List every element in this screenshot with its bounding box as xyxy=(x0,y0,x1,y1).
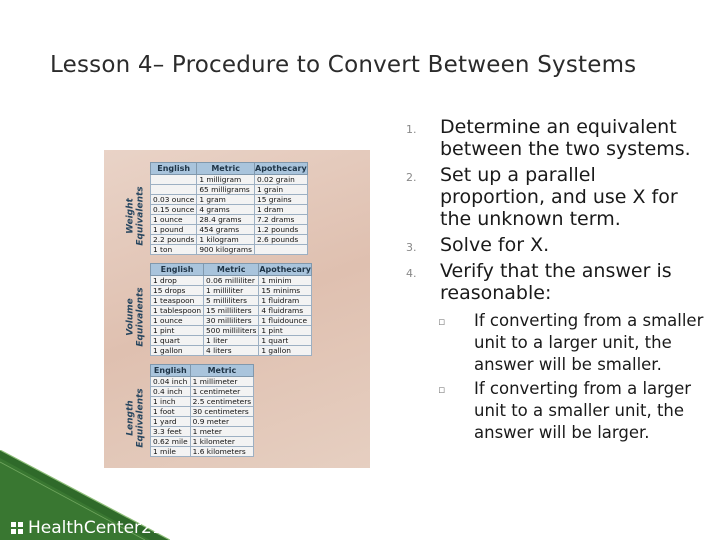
table-cell: 1 dram xyxy=(255,205,308,215)
table-cell: 1 quart xyxy=(151,336,204,346)
table-header-row xyxy=(151,365,254,377)
table-cell: 1.2 pounds xyxy=(255,225,308,235)
weight-side-label: Weight Equivalents xyxy=(126,186,146,246)
table-cell: 1 gallon xyxy=(151,346,204,356)
table-cell: 15 minims xyxy=(259,286,312,296)
table-cell: 1 milliliter xyxy=(204,286,259,296)
table-cell: 900 kilograms xyxy=(197,245,255,255)
logo-mark-icon xyxy=(10,521,24,535)
table-row xyxy=(151,225,308,235)
logo-text: HealthCenter21 xyxy=(28,518,163,538)
volume-equivalents-block xyxy=(122,263,354,371)
table-cell: 15 drops xyxy=(151,286,204,296)
table-cell: 1 ounce xyxy=(151,316,204,326)
table-cell: 1 kilogram xyxy=(197,235,255,245)
column-header: English xyxy=(151,264,204,276)
table-row xyxy=(151,417,254,427)
step-item: 4. Verify that the answer is reasonable: xyxy=(406,260,672,304)
table-header-row xyxy=(151,264,312,276)
table-row xyxy=(151,427,254,437)
column-header: Metric xyxy=(204,264,259,276)
table-row xyxy=(151,407,254,417)
healthcenter21-logo xyxy=(10,518,163,538)
table-cell: 0.62 mile xyxy=(151,437,191,447)
table-cell xyxy=(151,185,197,195)
slide-title: Lesson 4– Procedure to Convert Between Systems xyxy=(50,52,637,78)
table-cell: 15 milliliters xyxy=(204,306,259,316)
table-row xyxy=(151,397,254,407)
table-cell: 1 pint xyxy=(151,326,204,336)
table-row xyxy=(151,326,312,336)
table-cell: 1 inch xyxy=(151,397,191,407)
table-row xyxy=(151,387,254,397)
table-row xyxy=(151,205,308,215)
table-cell: 1 ton xyxy=(151,245,197,255)
table-row xyxy=(151,195,308,205)
table-cell: 2.5 centimeters xyxy=(190,397,253,407)
table-cell: 1 grain xyxy=(255,185,308,195)
table-cell: 0.9 meter xyxy=(190,417,253,427)
table-cell: 1 pint xyxy=(259,326,312,336)
table-cell: 1 foot xyxy=(151,407,191,417)
column-header: English xyxy=(151,163,197,175)
table-row xyxy=(151,215,308,225)
table-row xyxy=(151,245,308,255)
table-cell: 1 fluidram xyxy=(259,296,312,306)
table-cell: 1 milligram xyxy=(197,175,255,185)
table-cell: 1 minim xyxy=(259,276,312,286)
table-cell: 4 liters xyxy=(204,346,259,356)
table-cell: 0.06 milliliter xyxy=(204,276,259,286)
table-cell: 1 ounce xyxy=(151,215,197,225)
conversion-table-image xyxy=(104,150,370,468)
table-cell: 1 gram xyxy=(197,195,255,205)
table-cell: 1 teaspoon xyxy=(151,296,204,306)
volume-table xyxy=(150,263,312,356)
step-item: 1. Determine an equivalent between the two systems. xyxy=(406,116,691,160)
table-row xyxy=(151,336,312,346)
table-cell: 1 centimeter xyxy=(190,387,253,397)
table-row xyxy=(151,185,308,195)
column-header: Metric xyxy=(190,365,253,377)
table-row xyxy=(151,296,312,306)
column-header: English xyxy=(151,365,191,377)
table-row xyxy=(151,346,312,356)
table-row xyxy=(151,316,312,326)
table-cell: 1 gallon xyxy=(259,346,312,356)
table-cell: 454 grams xyxy=(197,225,255,235)
table-row xyxy=(151,276,312,286)
table-cell: 0.15 ounce xyxy=(151,205,197,215)
table-cell: 0.02 grain xyxy=(255,175,308,185)
table-cell: 0.03 ounce xyxy=(151,195,197,205)
table-cell: 1 millimeter xyxy=(190,377,253,387)
table-row xyxy=(151,437,254,447)
table-cell: 4 fluidrams xyxy=(259,306,312,316)
table-cell: 4 grams xyxy=(197,205,255,215)
table-cell: 65 milligrams xyxy=(197,185,255,195)
weight-equivalents-block xyxy=(122,162,354,270)
column-header: Apothecary xyxy=(255,164,307,173)
table-cell: 0.4 inch xyxy=(151,387,191,397)
table-cell xyxy=(151,175,197,185)
table-cell: 3.3 feet xyxy=(151,427,191,437)
table-cell: 0.04 inch xyxy=(151,377,191,387)
column-header: Metric xyxy=(197,163,255,175)
table-cell: 2.2 pounds xyxy=(151,235,197,245)
procedure-steps xyxy=(404,116,704,444)
volume-side-label: Volume Equivalents xyxy=(126,287,146,347)
table-header-row xyxy=(151,163,308,175)
table-cell: 500 milliliters xyxy=(204,326,259,336)
step-item: 3. Solve for X. xyxy=(406,234,550,256)
table-cell: 1 fluidounce xyxy=(259,316,312,326)
table-cell: 30 milliliters xyxy=(204,316,259,326)
table-row xyxy=(151,175,308,185)
substep-item: ▫ If converting from a larger unit to a smaller unit, the answer will be larger. xyxy=(438,379,692,442)
weight-table xyxy=(150,162,308,255)
substep-item: ▫ If converting from a smaller unit to a larger unit, the answer will be smaller. xyxy=(438,311,704,374)
column-header: Apothecary xyxy=(259,265,312,274)
table-cell xyxy=(255,245,308,255)
table-row xyxy=(151,306,312,316)
table-cell: 15 grains xyxy=(255,195,308,205)
length-side-label: Length Equivalents xyxy=(126,388,146,448)
table-row xyxy=(151,235,308,245)
table-cell: 2.6 pounds xyxy=(255,235,308,245)
table-cell: 7.2 drams xyxy=(255,215,308,225)
table-cell: 1 tablespoon xyxy=(151,306,204,316)
table-cell: 5 milliliters xyxy=(204,296,259,306)
table-cell: 28.4 grams xyxy=(197,215,255,225)
length-table xyxy=(150,364,254,457)
table-cell: 30 centimeters xyxy=(190,407,253,417)
table-row xyxy=(151,377,254,387)
table-cell: 1.6 kilometers xyxy=(190,447,253,457)
table-cell: 1 quart xyxy=(259,336,312,346)
table-cell: 1 yard xyxy=(151,417,191,427)
table-cell: 1 kilometer xyxy=(190,437,253,447)
table-cell: 1 drop xyxy=(151,276,204,286)
step-item: 2. Set up a parallel proportion, and use X for the unknown term. xyxy=(406,164,678,230)
table-cell: 1 meter xyxy=(190,427,253,437)
table-cell: 1 liter xyxy=(204,336,259,346)
table-cell: 1 mile xyxy=(151,447,191,457)
table-cell: 1 pound xyxy=(151,225,197,235)
table-row xyxy=(151,286,312,296)
